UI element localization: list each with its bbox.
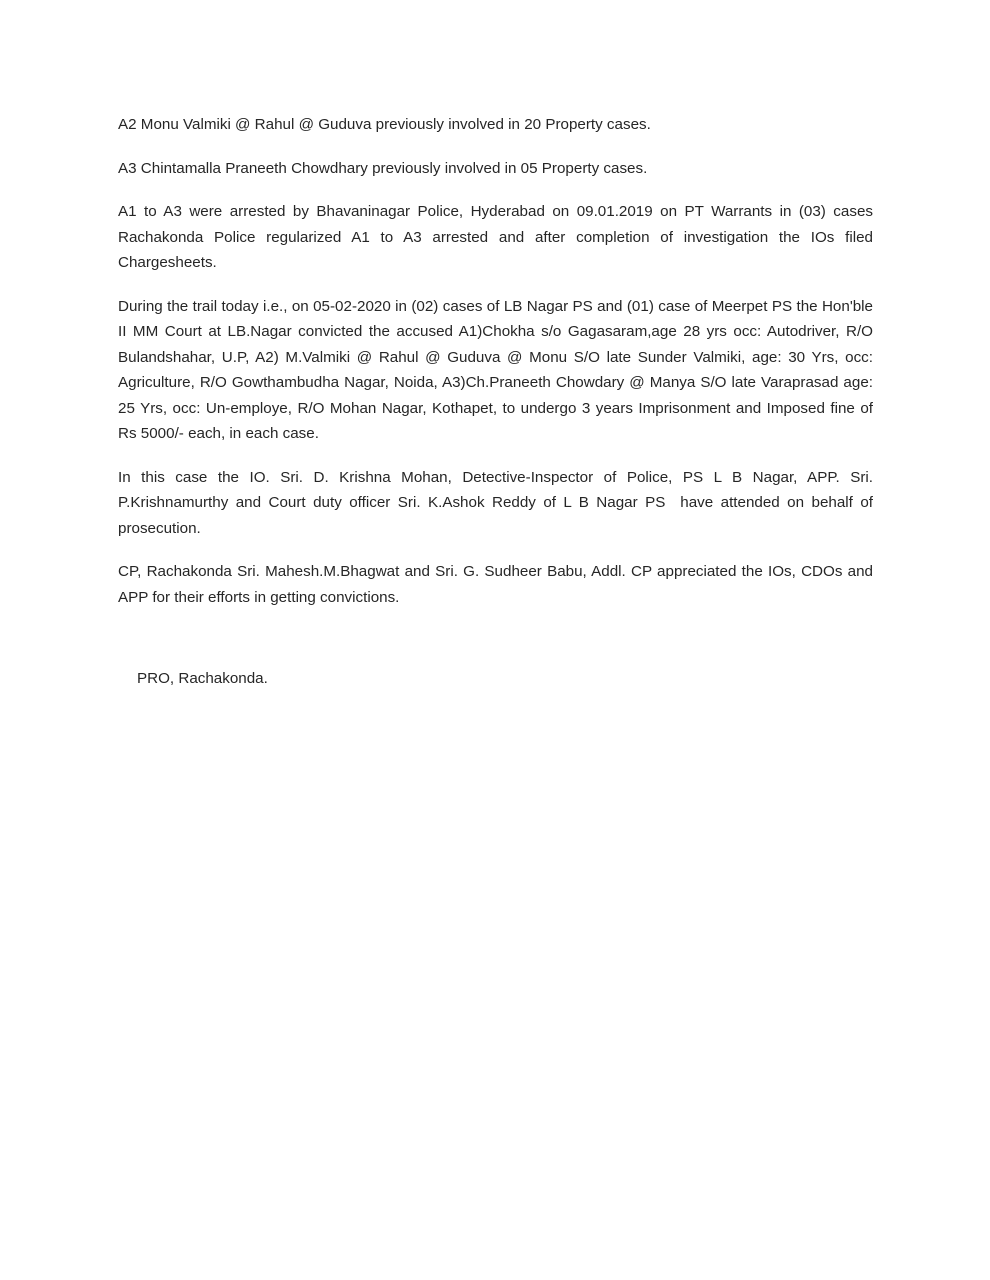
paragraph-appreciation: CP, Rachakonda Sri. Mahesh.M.Bhagwat and Sri. G. Sudheer Babu, Addl. CP appreciated the IOs, CDOs and APP for their efforts in getting convictions.	[118, 563, 877, 606]
paragraph-arrest-details: A1 to A3 were arrested by Bhavaninagar Police, Hyderabad on 09.01.2019 on PT Warrants in (03) cases Rachakonda Police regularized A1 to A3 arrested and after completion of investigation the IOs filed Chargesheets.	[118, 203, 878, 271]
paragraph-conviction-details: During the trail today i.e., on 05-02-2020 in (02) cases of LB Nagar PS and (01) case of Meerpet PS the Hon'ble II MM Court at LB.Nagar convicted the accused A1)Chokha s/o Gagasaram,age 28 yrs occ: Autodriver, R/O Bulandshahar, U.P, A2) M.Valmiki @ Rahul @ Guduva @ Monu S/O late Sunder Valmiki, age: 30 Yrs, occ: Agriculture, R/O Gowthambudha Nagar, Noida, A3)Ch.Praneeth Chowdary @ Manya S/O late Varaprasad age: 25 Yrs, occ: Un-employe, R/O Mohan Nagar, Kothapet, to undergo 3 years Imprisonment and Imposed fine of Rs 5000/- each, in each case.	[118, 297, 878, 442]
paragraph-prosecution-attendance: In this case the IO. Sri. D. Krishna Mohan, Detective-Inspector of Police, PS L B Nagar, APP. Sri. P.Krishnamurthy and Court duty officer Sri. K.Ashok Reddy of L B Nagar PS have attended on behalf of prosecution.	[118, 468, 878, 537]
signature-block	[118, 666, 873, 692]
document-body	[118, 112, 878, 692]
paragraph-accused-a3-history: A3 Chintamalla Praneeth Chowdhary previously involved in 05 Property cases.	[118, 159, 648, 177]
signature-line: PRO, Rachakonda.	[137, 670, 268, 687]
paragraph-accused-a2-history: A2 Monu Valmiki @ Rahul @ Guduva previously involved in 20 Property cases.	[118, 116, 651, 133]
